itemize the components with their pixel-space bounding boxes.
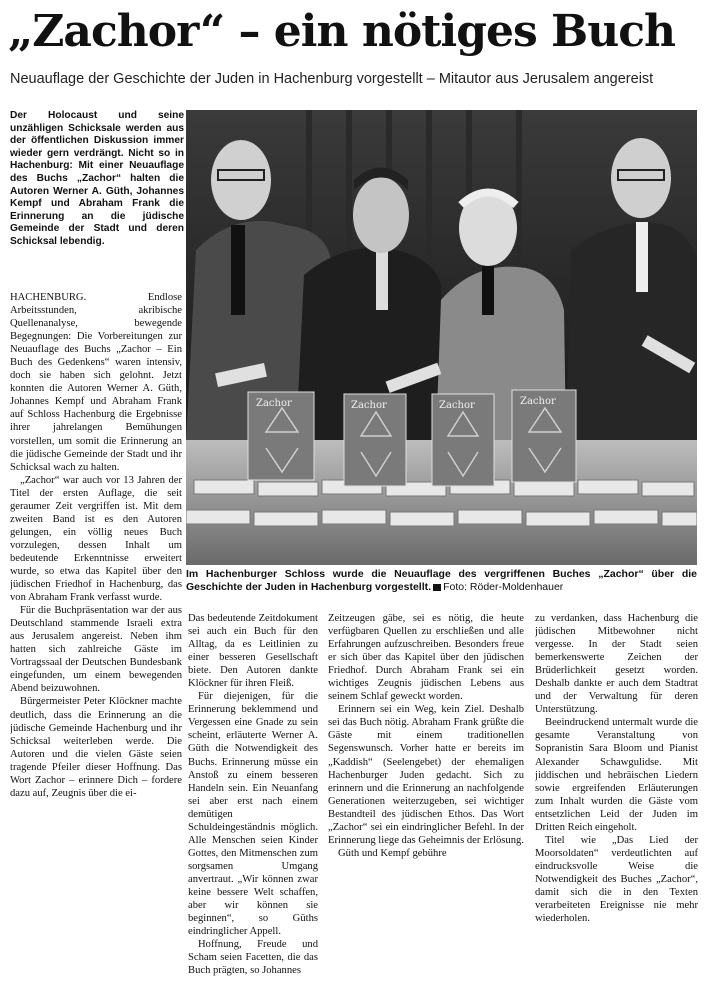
paragraph: Erinnern sei ein Weg, kein Ziel. Deshalb sei das Buch nötig. Abraham Frank grüßte die Gäste mit einem traditionellen Segenswunsch. Vorher hatte er bereits im „Kaddish“ (Seelengebet) der ehemaligen Hachenburger Juden gedacht. Sich zu erinnern und die Erinnerung an nachfolgende Generationen weiterzugeben, sei wichtiger Bestandteil des jüdischen Ethos. Das Wort „Zachor“ sei ein eindringlicher Befehl. In der Erinnerung liege das Geheimnis der Erlösung. bbox=[328, 704, 524, 846]
teaser: Der Holocaust und seine unzähligen Schicksale werden aus der öffentlichen Diskussion immer wieder gern verdrängt. Nicht so in Hachenburg: Mit einer Neuauflage des Buchs „Zachor“ halten die Autoren Werner A. Güth, Johannes Kempf und Abraham Frank die Erinnerung an die jüdische Gemeinde der Stadt und deren Schicksal lebendig. bbox=[10, 110, 184, 247]
article-column-2 bbox=[188, 612, 318, 998]
paragraph: Hoffnung, Freude und Scham seien Facetten, die das Buch prägten, so Johannes bbox=[188, 939, 318, 977]
paragraph: Güth und Kempf gebühre bbox=[338, 847, 447, 859]
photo-icon bbox=[186, 110, 697, 565]
camera-icon bbox=[433, 584, 441, 591]
paragraph: zu verdanken, dass Hachenburg die jüdischen Mitbewohner nicht vergesse. In der Stadt seien bemerkenswerte Zeichen der Brüderlichkeit gesetzt worden. Deshalb dankte er auch dem Stadtrat und der Verwaltung für deren Unterstützung. bbox=[535, 613, 698, 716]
paragraph: Zeitzeugen gäbe, sei es nötig, die heute verfügbaren Quellen zu erschließen und alle Erfahrungen aufzuschreiben. Besonders freue er sich über das Kapitel über den jüdischen Friedhof. Durch Abraham Frank sei ein wichtiges Zeugnis jüdischen Lebens aus seinem Schlaf geweckt worden. bbox=[328, 613, 524, 703]
book-title-1: Zachor bbox=[256, 398, 292, 409]
book-title-4: Zachor bbox=[520, 396, 556, 407]
photo-credit: Foto: Röder-Moldenhauer bbox=[443, 581, 564, 593]
article-column-3 bbox=[328, 612, 524, 998]
photo-caption bbox=[186, 568, 697, 606]
paragraph: Bürgermeister Peter Klöckner machte deutlich, dass die Erinnerung an die jüdische Gemeinde Hachenburg und ihr Schicksal weiterleben werde. Die Autoren und die vielen Gäste seien tragende Pfeiler dieser Hoffnung. Das Wort Zachor – erinnere Dich – fordere dazu auf, Zeugnis über die ei- bbox=[10, 696, 182, 799]
paragraph: Für diejenigen, für die Erinnerung beklemmend und Vergessen eine Gnade zu sein scheint, erläuterte Werner A. Güth die Notwendigkeit des Buchs. Erinnerung müsse ein Anstoß zu einem besseren Handeln sein. Ein Neuanfang sei aber erst nach einem demütigen Schuldeingeständnis möglich. Alle Menschen seien Kinder Gottes, den Mitmenschen zum sorgsamen Umgang anvertraut. „Wir können zwar keine bessere Welt schaffen, aber wir können sie beginnen“, so Güths eindringlicher Appell. bbox=[188, 691, 318, 938]
paragraph: „Zachor“ war auch vor 13 Jahren der Titel der ersten Auflage, die seit geraumer Zeit vergriffen ist. Mit dem zweiten Band ist es den Autoren gelungen, ein völlig neues Buch vorzulegen, dessen Inhalt um bedeutende Erkenntnisse erweitert wurde, so etwa das Kapitel über den jüdischen Friedhof in Hachenburg, das von Abraham Frank verfasst wurde. bbox=[10, 474, 182, 604]
paragraph: Titel wie „Das Lied der Moorsoldaten“ verdeutlichten auf eindrucksvolle Weise die Notwendigkeit des Buches „Zachor“, damit sich die in den Texten verarbeiteten Ereignisse nie mehr wiederholen. bbox=[535, 834, 698, 925]
paragraph: HACHENBURG. Endlose Arbeitsstunden, akribische Quellenanalyse, bewegende Begegnungen: Die Vorbereitungen zur Neuauflage des Buchs „Zachor – Ein Buch des Gedenkens“ waren intensiv, doch sie haben sich gelohnt. Jetzt konnten die Autoren Werner A. Güth, Johannes Kempf und Abraham Frank auf Schloss Hachenburg die Ergebnisse ihrer jahrelangen Bemühungen vorstellen, um somit die Erinnerung an die jüdische Gemeinde der Stadt und ihr Schicksal wach zu halten. bbox=[10, 292, 182, 473]
subheadline: Neuauflage der Geschichte der Juden in Hachenburg vorgestellt – Mitautor aus Jerusalem angereist bbox=[10, 71, 654, 87]
book-title-3: Zachor bbox=[439, 400, 475, 411]
paragraph: Für die Buchpräsentation war der aus Deutschland stammende Israeli extra aus Jerusalem angereist. Neben ihm hatten sich zahlreiche Gäste im Vortragssaal der Deutschen Bundesbank eingefunden, um einem bewegenden Abend beizuwohnen. bbox=[10, 605, 182, 695]
article-photo bbox=[186, 110, 697, 565]
article-column-4 bbox=[535, 612, 698, 998]
article-column-1 bbox=[10, 291, 182, 997]
headline: „Zachor“ – ein nötiges Buch bbox=[8, 6, 676, 57]
book-title-2: Zachor bbox=[351, 400, 387, 411]
paragraph: Das bedeutende Zeitdokument sei auch ein Buch für den Alltag, da es Leitlinien zu einer besseren Gesellschaft biete. Den Autoren dankte Klöckner für ihren Fleiß. bbox=[188, 613, 318, 690]
paragraph: Beeindruckend untermalt wurde die gesamte Veranstaltung von Sopranistin Sara Bloom und Pianist Alexander Schawgulidse. Mit jiddischen und hebräischen Liedern sowie ergreifenden Erläuterungen zum Inhalt wurden die Gäste vom entsetzlichen Leid der Juden im Dritten Reich eingeholt. bbox=[535, 717, 698, 833]
caption-text: Im Hachenburger Schloss wurde die Neuauflage des vergriffenen Buches „Zachor“ über die Geschichte der Juden in Hachenburg vorgestellt. bbox=[186, 568, 697, 593]
